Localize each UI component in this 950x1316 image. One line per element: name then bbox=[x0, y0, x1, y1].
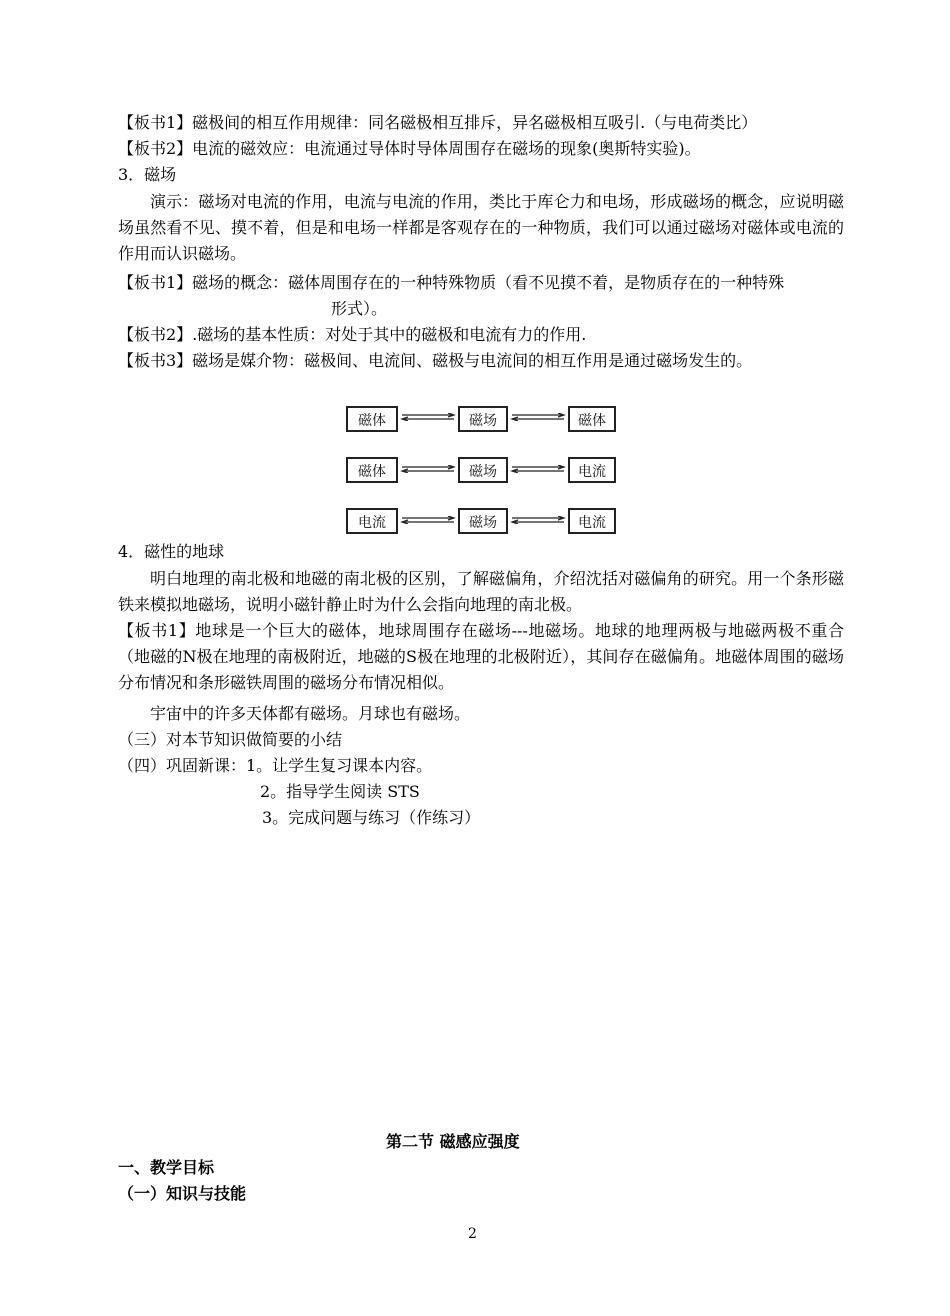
diagram-box-magnet: 磁体 bbox=[346, 457, 398, 483]
heading-knowledge-skills: （一）知识与技能 bbox=[118, 1184, 247, 1203]
double-arrow-icon bbox=[400, 516, 456, 524]
board-note-1: 【板书1】磁极间的相互作用规律：同名磁极相互排斥，异名磁极相互吸引.（与电荷类比） bbox=[118, 113, 758, 132]
heading-teaching-objectives: 一、教学目标 bbox=[118, 1158, 215, 1177]
consolidation-step-3: 3。完成问题与练习（作练习） bbox=[262, 808, 481, 827]
board-note-field-concept-cont: 形式）。 bbox=[331, 299, 388, 318]
board-note-field-property: 【板书2】.磁场的基本性质：对处于其中的磁极和电流有力的作用. bbox=[118, 325, 587, 344]
diagram-box-current: 电流 bbox=[568, 508, 616, 534]
diagram-box-magnet: 磁体 bbox=[346, 406, 398, 432]
section-title: 第二节 磁感应强度 bbox=[386, 1132, 520, 1151]
section-heading-magnetic-earth: 4．磁性的地球 bbox=[118, 542, 225, 561]
summary-step: （三）对本节知识做简要的小结 bbox=[118, 730, 343, 749]
consolidation-step-1: （四）巩固新课：1。让学生复习课本内容。 bbox=[118, 756, 433, 775]
diagram-box-current: 电流 bbox=[346, 508, 398, 534]
board-note-field-medium: 【板书3】磁场是媒介物：磁极间、电流间、磁极与电流间的相互作用是通过磁场发生的。 bbox=[118, 351, 753, 370]
interaction-diagram bbox=[318, 392, 650, 544]
consolidation-step-2: 2。指导学生阅读 STS bbox=[260, 782, 420, 801]
section-heading-magnetic-field: 3．磁场 bbox=[118, 165, 177, 184]
earth-paragraph: 明白地理的南北极和地磁的南北极的区别，了解磁偏角，介绍沈括对磁偏角的研究。用一个条形磁铁来模拟地磁场，说明小磁针静止时为什么会指向地理的南北极。 bbox=[118, 569, 844, 614]
diagram-box-field: 磁场 bbox=[458, 457, 508, 483]
double-arrow-icon bbox=[400, 413, 456, 421]
page-number: 2 bbox=[468, 1226, 477, 1242]
double-arrow-icon bbox=[510, 516, 566, 524]
board-note-2: 【板书2】电流的磁效应：电流通过导体时导体周围存在磁场的现象(奥斯特实验)。 bbox=[118, 139, 701, 158]
double-arrow-icon bbox=[510, 465, 566, 473]
double-arrow-icon bbox=[400, 465, 456, 473]
diagram-box-current: 电流 bbox=[568, 457, 616, 483]
celestial-magnetism-text: 宇宙中的许多天体都有磁场。月球也有磁场。 bbox=[150, 704, 471, 723]
double-arrow-icon bbox=[510, 413, 566, 421]
diagram-box-field: 磁场 bbox=[458, 508, 508, 534]
diagram-box-magnet: 磁体 bbox=[568, 406, 616, 432]
demo-paragraph: 演示：磁场对电流的作用，电流与电流的作用，类比于库仑力和电场，形成磁场的概念，应说明磁场虽然看不见、摸不着，但是和电场一样都是客观存在的一种物质，我们可以通过磁场对磁体或电流的作用而认识磁场。 bbox=[118, 192, 844, 263]
board-note-field-concept: 【板书1】磁场的概念：磁体周围存在的一种特殊物质（看不见摸不着，是物质存在的一种特殊 bbox=[118, 273, 785, 292]
board-note-earth-field: 【板书1】地球是一个巨大的磁体，地球周围存在磁场---地磁场。地球的地理两极与地磁两极不重合（地磁的N极在地理的南极附近，地磁的S极在地理的北极附近），其间存在磁偏角。地磁体周围的磁场分布情况和条形磁铁周围的磁场分布情况相似。 bbox=[118, 621, 844, 692]
diagram-box-field: 磁场 bbox=[458, 406, 508, 432]
